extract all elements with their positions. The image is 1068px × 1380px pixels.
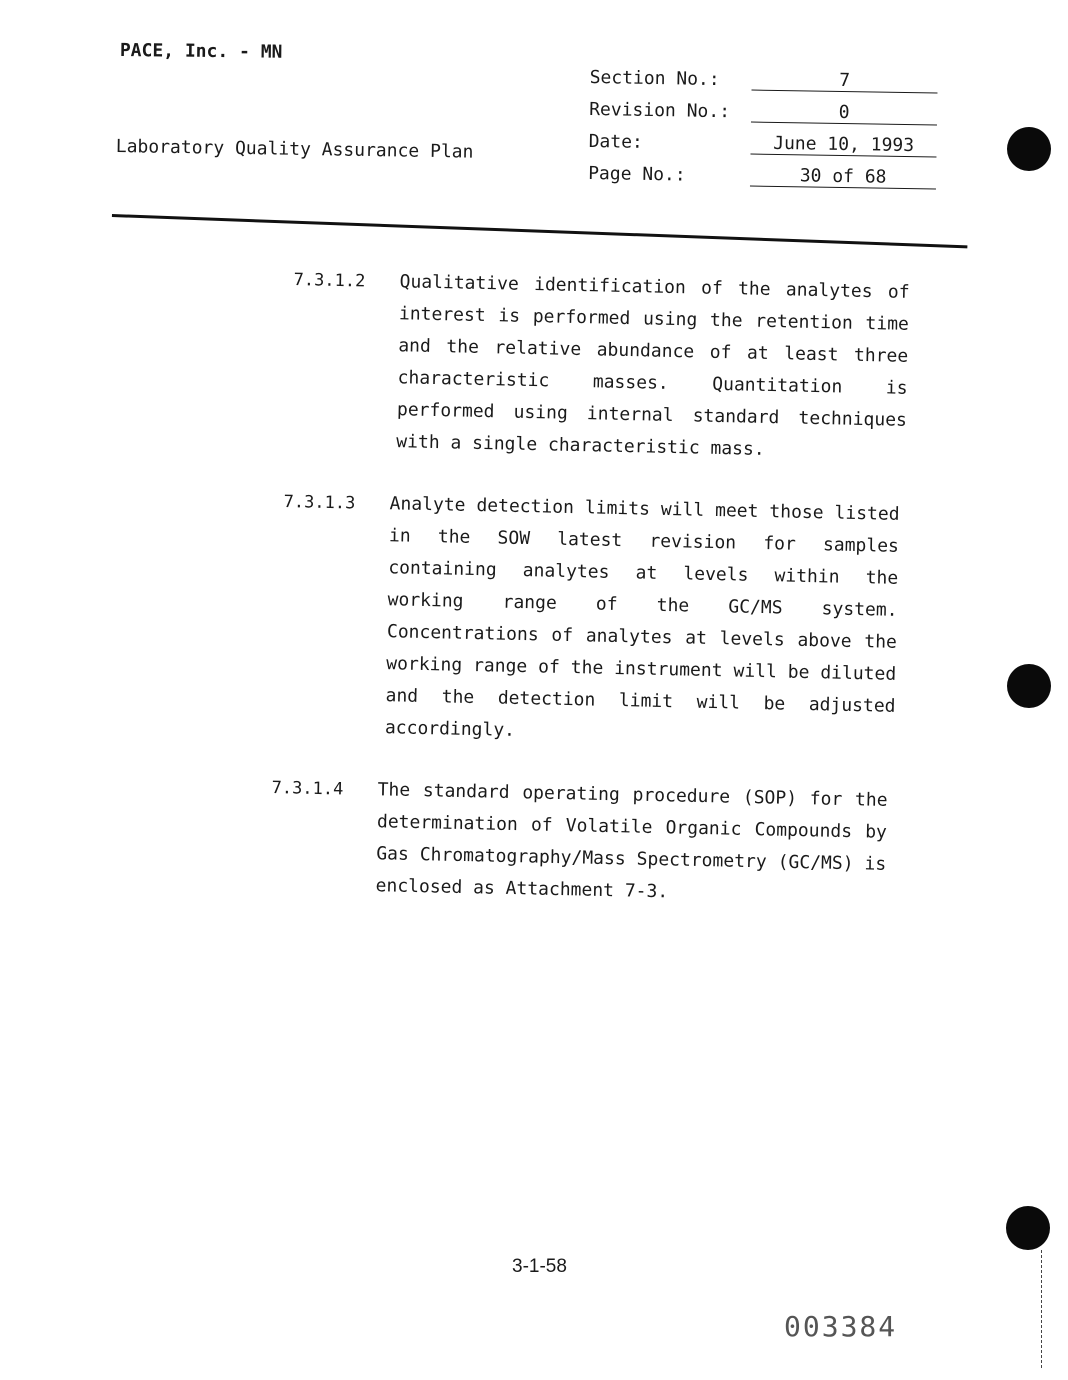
company-name: PACE, Inc. - MN bbox=[119, 40, 283, 63]
section-7-3-1-3 bbox=[279, 486, 900, 755]
section-number: 7.3.1.3 bbox=[283, 491, 356, 514]
field-label: Date: bbox=[588, 130, 644, 153]
field-value: June 10, 1993 bbox=[750, 134, 936, 158]
field-label: Section No.: bbox=[589, 66, 720, 91]
field-value: 30 of 68 bbox=[750, 166, 936, 190]
section-number: 7.3.1.4 bbox=[271, 777, 344, 800]
field-row-section bbox=[589, 56, 949, 94]
bates-number: 003384 bbox=[784, 1310, 898, 1343]
field-value: 7 bbox=[751, 70, 937, 94]
field-label: Page No.: bbox=[587, 162, 686, 186]
header-fields bbox=[588, 56, 950, 190]
header-divider bbox=[112, 214, 968, 248]
field-row-date bbox=[588, 120, 948, 158]
punch-hole-icon bbox=[1007, 664, 1051, 708]
section-text: Analyte detection limits will meet those listed in the SOW latest revision for samples containing analytes at levels within the working range of the GC/MS system. Concentrations of analytes at levels above the working range of the instrument will be diluted and the detection limit will be adjusted accordingly. bbox=[384, 493, 900, 741]
scan-edge-mark bbox=[1041, 1250, 1043, 1368]
punch-hole-icon bbox=[1007, 127, 1051, 171]
field-row-page bbox=[588, 152, 948, 190]
section-7-3-1-2 bbox=[290, 264, 910, 469]
page-code: 3-1-58 bbox=[512, 1256, 567, 1277]
section-text: Qualitative identification of the analytes of interest is performed using the retention time and the relative abundance of at least three characteristic masses. Quantitation is performed using internal standard techniques with a single characteristic mass. bbox=[396, 271, 910, 460]
section-number: 7.3.1.2 bbox=[293, 269, 366, 292]
section-7-3-1-4 bbox=[269, 772, 888, 913]
field-row-revision bbox=[589, 88, 949, 126]
plan-title: Laboratory Quality Assurance Plan bbox=[115, 136, 474, 163]
section-text: The standard operating procedure (SOP) for the determination of Volatile Organic Compounds by Gas Chromatography/Mass Spectrometry (GC/MS) is enclosed as Attachment 7-3. bbox=[375, 779, 888, 903]
field-value: 0 bbox=[751, 102, 937, 126]
punch-hole-icon bbox=[1006, 1206, 1050, 1250]
field-label: Revision No.: bbox=[588, 98, 731, 123]
